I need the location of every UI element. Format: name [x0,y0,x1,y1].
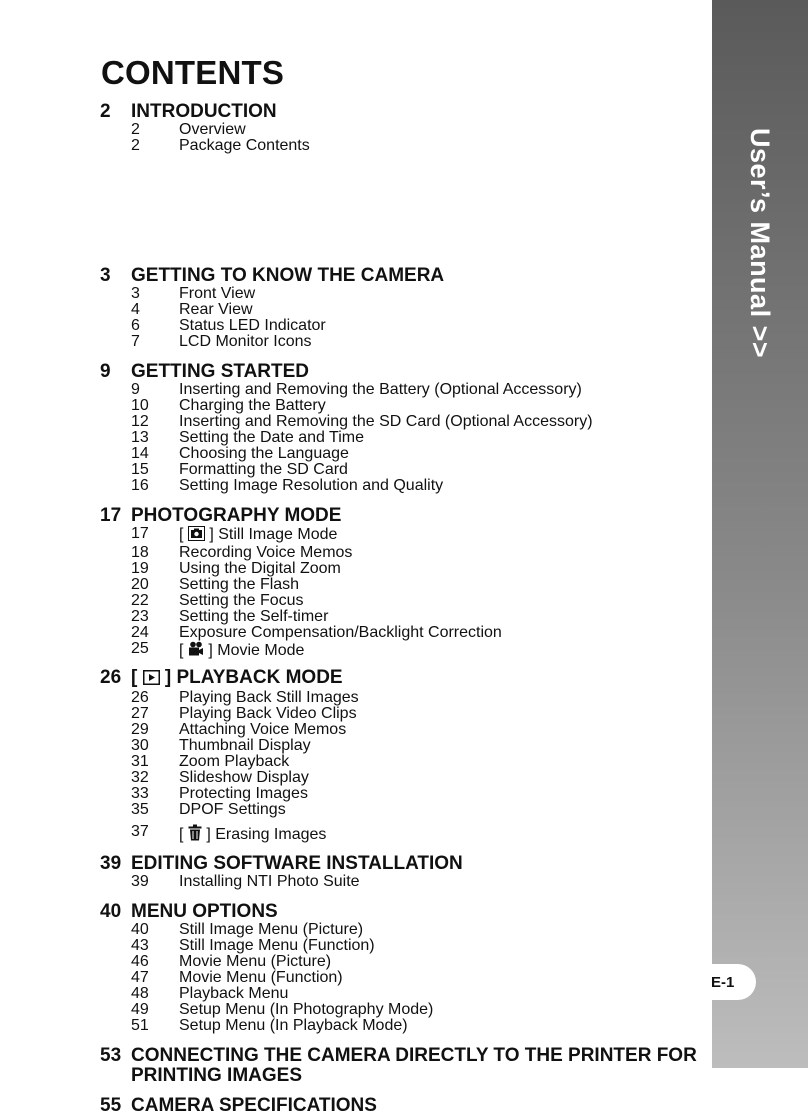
entry-title [179,938,375,954]
entry-title-text: Using the Digital Zoom [179,560,341,577]
entry-title-text: Installing NTI Photo Suite [179,873,360,890]
section-title-text: GETTING TO KNOW THE CAMERA [131,265,445,286]
entry-title [179,593,304,609]
toc-entry[interactable] [100,954,433,970]
entry-title-text: Movie Menu (Picture) [179,953,332,970]
entry-title-text: Zoom Playback [179,753,290,770]
entry-title-text: Formatting the SD Card [179,461,348,478]
section-title-text: EDITING SOFTWARE INSTALLATION [131,853,463,874]
entry-title-text: Exposure Compensation/Backlight Correction [179,624,502,641]
entry-page-number: 9 [131,381,140,398]
toc-entry[interactable] [100,430,593,446]
section-title [131,362,309,382]
toc-entry[interactable] [100,754,359,770]
section-title [131,506,341,526]
entry-title [179,398,326,414]
entry-page-number: 43 [131,937,149,954]
entry-title-text: Playback Menu [179,985,289,1002]
entry-title [179,754,289,770]
entry-page-number: 15 [131,461,149,478]
section-title [131,1046,697,1066]
entry-page-number: 33 [131,785,149,802]
entry-title [179,1002,433,1018]
entry-title [179,722,346,738]
toc-entry[interactable] [100,446,593,462]
entry-title-text: Movie Menu (Function) [179,969,343,986]
toc-entry[interactable] [100,625,502,641]
entry-title [179,382,582,398]
toc-section [100,506,502,661]
page-title: CONTENTS [101,54,285,91]
toc-entry[interactable] [100,398,593,414]
entry-title [179,302,253,318]
entry-title-text: Still Image Menu (Picture) [179,921,364,938]
section-page-number: 26 [100,667,122,688]
entry-page-number: 31 [131,753,149,770]
entry-title-text: Package Contents [179,137,310,154]
entry-title [179,874,360,890]
toc-entry[interactable] [100,122,310,138]
entry-page-number: 47 [131,969,149,986]
entry-page-number: 13 [131,429,149,446]
entry-title-text: Front View [179,285,256,302]
toc-entry[interactable] [100,318,444,334]
toc-section [100,102,310,154]
section-title: [ ] PLAYBACK MODE [131,667,343,688]
entry-title-text: Playing Back Still Images [179,689,359,706]
toc-entry[interactable] [100,986,433,1002]
entry-title: [ ] Still Image Mode [179,526,338,543]
entry-title [179,954,331,970]
section-heading [100,902,433,922]
toc-entry[interactable] [100,286,444,302]
section-heading [100,362,593,382]
entry-title [179,770,309,786]
toc-entry[interactable] [100,938,433,954]
entry-title-text: Thumbnail Display [179,737,311,754]
toc-entry[interactable] [100,706,359,722]
entry-page-number: 37 [131,823,149,840]
entry-page-number: 48 [131,985,149,1002]
toc-entry[interactable] [100,738,359,754]
entry-page-number: 18 [131,544,149,561]
entry-page-number: 22 [131,592,149,609]
entry-title [179,625,502,641]
toc-entry[interactable] [100,922,433,938]
toc-entry[interactable] [100,138,310,154]
section-page-number: 40 [100,901,122,922]
toc-section [100,902,433,1034]
entry-title [179,318,326,334]
section-page-number: 3 [100,265,111,286]
entry-page-number: 6 [131,317,140,334]
entry-title [179,138,310,154]
toc-entry[interactable] [100,462,593,478]
toc-section [100,1046,697,1086]
toc-entry[interactable] [100,1018,433,1034]
toc-entry[interactable] [100,1002,433,1018]
entry-title: [ ] Movie Mode [179,642,305,659]
entry-title-text: Attaching Voice Memos [179,721,347,738]
entry-title-text: Status LED Indicator [179,317,326,334]
entry-page-number: 51 [131,1017,149,1034]
entry-page-number: 16 [131,477,149,494]
entry-title-text: ] Still Image Mode [209,526,338,543]
section-page-number: 55 [100,1095,122,1116]
entry-title-text: ] Erasing Images [206,826,327,843]
section-heading [100,668,359,690]
section-title-text: GETTING STARTED [131,361,310,382]
entry-title-text: Choosing the Language [179,445,349,462]
entry-title-text: Setup Menu (In Photography Mode) [179,1001,434,1018]
entry-title-text: Rear View [179,301,253,318]
camera-icon [188,526,205,545]
toc-entry[interactable] [100,786,359,802]
entry-title [179,286,255,302]
entry-page-number: 27 [131,705,149,722]
entry-page-number: 26 [131,689,149,706]
entry-title-text: LCD Monitor Icons [179,333,312,350]
entry-page-number: 40 [131,921,149,938]
entry-page-number: 12 [131,413,149,430]
entry-title [179,970,343,986]
entry-title [179,802,286,818]
entry-title [179,430,364,446]
entry-title [179,609,328,625]
toc-entry[interactable] [100,414,593,430]
section-heading [100,506,502,526]
section-heading [100,266,444,286]
toc-entry[interactable] [100,382,593,398]
movie-camera-icon [188,641,204,661]
toc-section [100,362,593,494]
entry-page-number: 2 [131,121,140,138]
section-heading-continued: PRINTING IMAGES [131,1065,303,1086]
toc-entry[interactable] [100,609,502,625]
toc-section [100,668,359,845]
section-page-number: 2 [100,101,111,122]
entry-title [179,738,311,754]
entry-title [179,334,312,350]
toc-entry[interactable] [100,824,359,845]
entry-title [179,414,593,430]
entry-page-number: 19 [131,560,149,577]
entry-title-text: Inserting and Removing the Battery (Optional Accessory) [179,381,582,398]
entry-page-number: 24 [131,624,149,641]
entry-page-number: 23 [131,608,149,625]
section-title [131,1096,377,1116]
toc-section [100,266,444,350]
entry-page-number: 32 [131,769,149,786]
entry-title-text: Setting the Self-timer [179,608,329,625]
section-heading [100,1046,697,1066]
entry-title-text: Still Image Menu (Function) [179,937,375,954]
toc-entry[interactable] [100,722,359,738]
section-title [131,902,278,922]
entry-page-number: 46 [131,953,149,970]
playback-icon [143,670,160,690]
toc-section [100,854,463,890]
entry-title-text: Setup Menu (In Playback Mode) [179,1017,408,1034]
entry-title [179,1018,408,1034]
toc-entry[interactable] [100,690,359,706]
section-title [131,854,463,874]
entry-title [179,561,341,577]
entry-page-number: 49 [131,1001,149,1018]
entry-title-text: Playing Back Video Clips [179,705,357,722]
toc-entry[interactable] [100,874,463,890]
entry-title-text: Setting the Flash [179,576,300,593]
entry-title-text: Slideshow Display [179,769,309,786]
section-title [131,102,277,122]
manual-side-title: User’s Manual >> [745,127,775,359]
section-heading [100,1096,377,1116]
entry-title-text: Setting the Date and Time [179,429,364,446]
entry-title-text: Charging the Battery [179,397,326,414]
entry-title [179,690,359,706]
trash-icon [188,824,202,845]
entry-title-text: DPOF Settings [179,801,286,818]
toc-entry[interactable] [100,970,433,986]
toc-entry[interactable] [100,478,593,494]
section-heading [100,102,310,122]
entry-title-text: Setting the Focus [179,592,304,609]
section-page-number: 17 [100,505,122,526]
entry-page-number: 10 [131,397,149,414]
section-title-text: INTRODUCTION [131,101,277,122]
toc-entry[interactable] [100,302,444,318]
section-title [131,266,444,286]
entry-title [179,446,349,462]
entry-page-number: 39 [131,873,149,890]
entry-title [179,577,299,593]
section-title-text: CAMERA SPECIFICATIONS [131,1095,377,1116]
entry-title: [ ] Erasing Images [179,826,327,843]
section-page-number: 53 [100,1045,122,1066]
entry-page-number: 20 [131,576,149,593]
section-title-text: MENU OPTIONS [131,901,278,922]
entry-title-text: ] Movie Mode [208,642,305,659]
section-title-text: CONNECTING THE CAMERA DIRECTLY TO THE PRINTER FOR [131,1045,697,1066]
section-page-number: 39 [100,853,122,874]
page-number-badge: E-1 [704,964,756,1000]
entry-page-number: 25 [131,640,149,657]
toc-entry[interactable] [100,593,502,609]
entry-title [179,478,443,494]
entry-page-number: 4 [131,301,140,318]
entry-title [179,706,357,722]
entry-title-text: Recording Voice Memos [179,544,353,561]
entry-title [179,122,246,138]
entry-title [179,986,288,1002]
entry-page-number: 3 [131,285,140,302]
toc-entry[interactable] [100,334,444,350]
entry-page-number: 2 [131,137,140,154]
entry-title-text: Setting Image Resolution and Quality [179,477,444,494]
toc-entry[interactable] [100,802,359,818]
toc-entry[interactable] [100,561,502,577]
entry-page-number: 29 [131,721,149,738]
entry-page-number: 14 [131,445,149,462]
entry-page-number: 35 [131,801,149,818]
entry-title [179,922,363,938]
entry-title [179,545,352,561]
entry-title [179,462,348,478]
section-page-number: 9 [100,361,111,382]
toc-entry[interactable] [100,577,502,593]
toc-entry[interactable] [100,545,502,561]
section-title-text: PHOTOGRAPHY MODE [131,505,342,526]
toc-entry[interactable] [100,526,502,545]
section-heading [100,854,463,874]
entry-title-text: Protecting Images [179,785,308,802]
toc-entry[interactable] [100,641,502,661]
entry-title [179,786,308,802]
toc-section [100,1096,377,1116]
entry-page-number: 7 [131,333,140,350]
toc-entry[interactable] [100,770,359,786]
entry-title-text: Overview [179,121,246,138]
entry-page-number: 17 [131,525,149,542]
entry-page-number: 30 [131,737,149,754]
section-title-text: ] PLAYBACK MODE [164,667,343,688]
entry-title-text: Inserting and Removing the SD Card (Optional Accessory) [179,413,593,430]
